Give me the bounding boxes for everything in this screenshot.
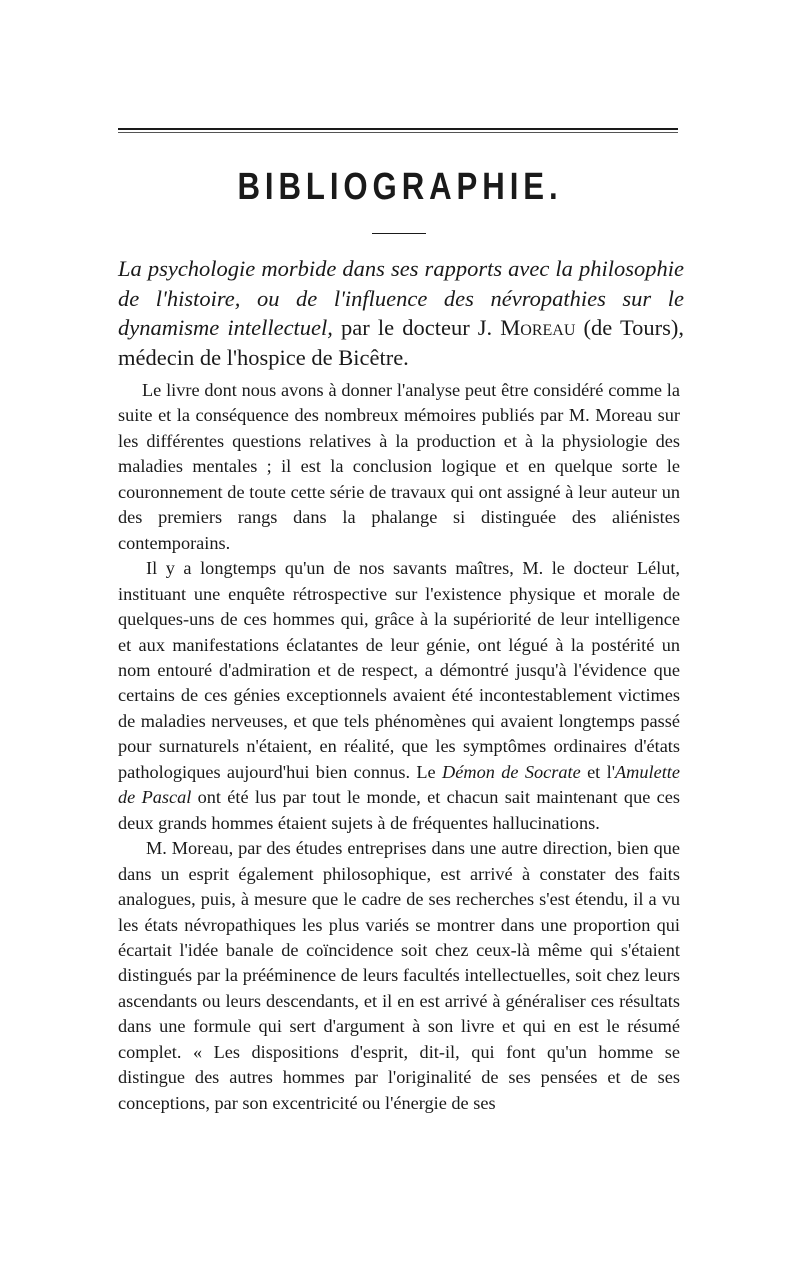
top-rule <box>118 128 678 130</box>
work-title: Amulette de Pascal <box>118 761 680 808</box>
author-name: Moreau <box>500 315 576 340</box>
paragraph: M. Moreau, par des études entreprises dans une autre direction, bien que dans un esprit également philosophique, est arrivé à constater des faits analogues, puis, à mesure que le cadre de ses recherches s'est étendu, il a vu les états névropathiques les plus variés se montrer dans une proportion qui écartait l'idée banale de coïncidence soit chez ceux-là même qui s'étaient distingués par la prééminence de leurs facultés intellectuelles, soit chez leurs ascendants ou leurs descendants, et il en est arrivé à généraliser ces résultats dans une formule qui sert d'argument à son livre et qui en est le résumé complet. « Les dispositions d'esprit, dit-il, qui font qu'un homme se distingue des autres hommes par l'originalité de ses pensées et de ses conceptions, par son excentricité ou l'énergie de ses <box>118 838 680 1113</box>
article-body <box>118 378 680 1116</box>
paragraph-text: Il y a longtemps qu'un de nos savants maîtres, M. le docteur Lélut, instituant une enquête rétrospective sur l'existence physique et morale de quelques-uns de ces hommes qui, grâce à la supériorité de leur intelligence et aux manifestations éclatantes de leur génie, ont légué à la postérité un nom entouré d'admiration et de respect, a démontré jusqu'à l'évidence que certains de ces génies exceptionnels avaient été incontestablement victimes de maladies nerveuses, et que tels phénomènes qui avaient longtemps passé pour surnaturels n'étaient, en réalité, que les symptômes ordinaires d'états pathologiques aujourd'hui bien connus. Le <box>118 558 680 782</box>
heading-divider <box>372 233 426 234</box>
top-rule-thin <box>118 132 678 133</box>
paragraph: Le livre dont nous avons à donner l'analyse peut être considéré comme la suite et la conséquence des nombreux mémoires publiés par M. Moreau sur les différentes questions relatives à la production et à la physiologie des maladies mentales ; il est la conclusion logique et en quelque sorte le couronnement de toute cette série de travaux qui ont assigné à leur auteur un des premiers rangs dans la phalange si distinguée des aliénistes contemporains. <box>118 380 680 553</box>
paragraph-text: ont été lus par tout le monde, et chacun sait maintenant que ces deux grands hommes étaient sujets à de fréquentes hallucinations. <box>118 787 680 833</box>
author-prefix: par le docteur J. <box>341 315 493 340</box>
book-title: La psychologie morbide dans ses rapports avec la philosophie de l'histoire, ou de l'influence des névropathies sur le dynamisme intellectuel, <box>118 256 684 340</box>
section-heading: BIBLIOGRAPHIE. <box>237 166 563 208</box>
paragraph-text: et l' <box>587 761 615 782</box>
book-citation <box>118 254 684 372</box>
paragraph <box>118 556 680 836</box>
author-suffix: (de Tours), médecin de l'hospice de Bicêtre. <box>118 315 684 370</box>
work-title: Démon de Socrate <box>442 761 581 782</box>
